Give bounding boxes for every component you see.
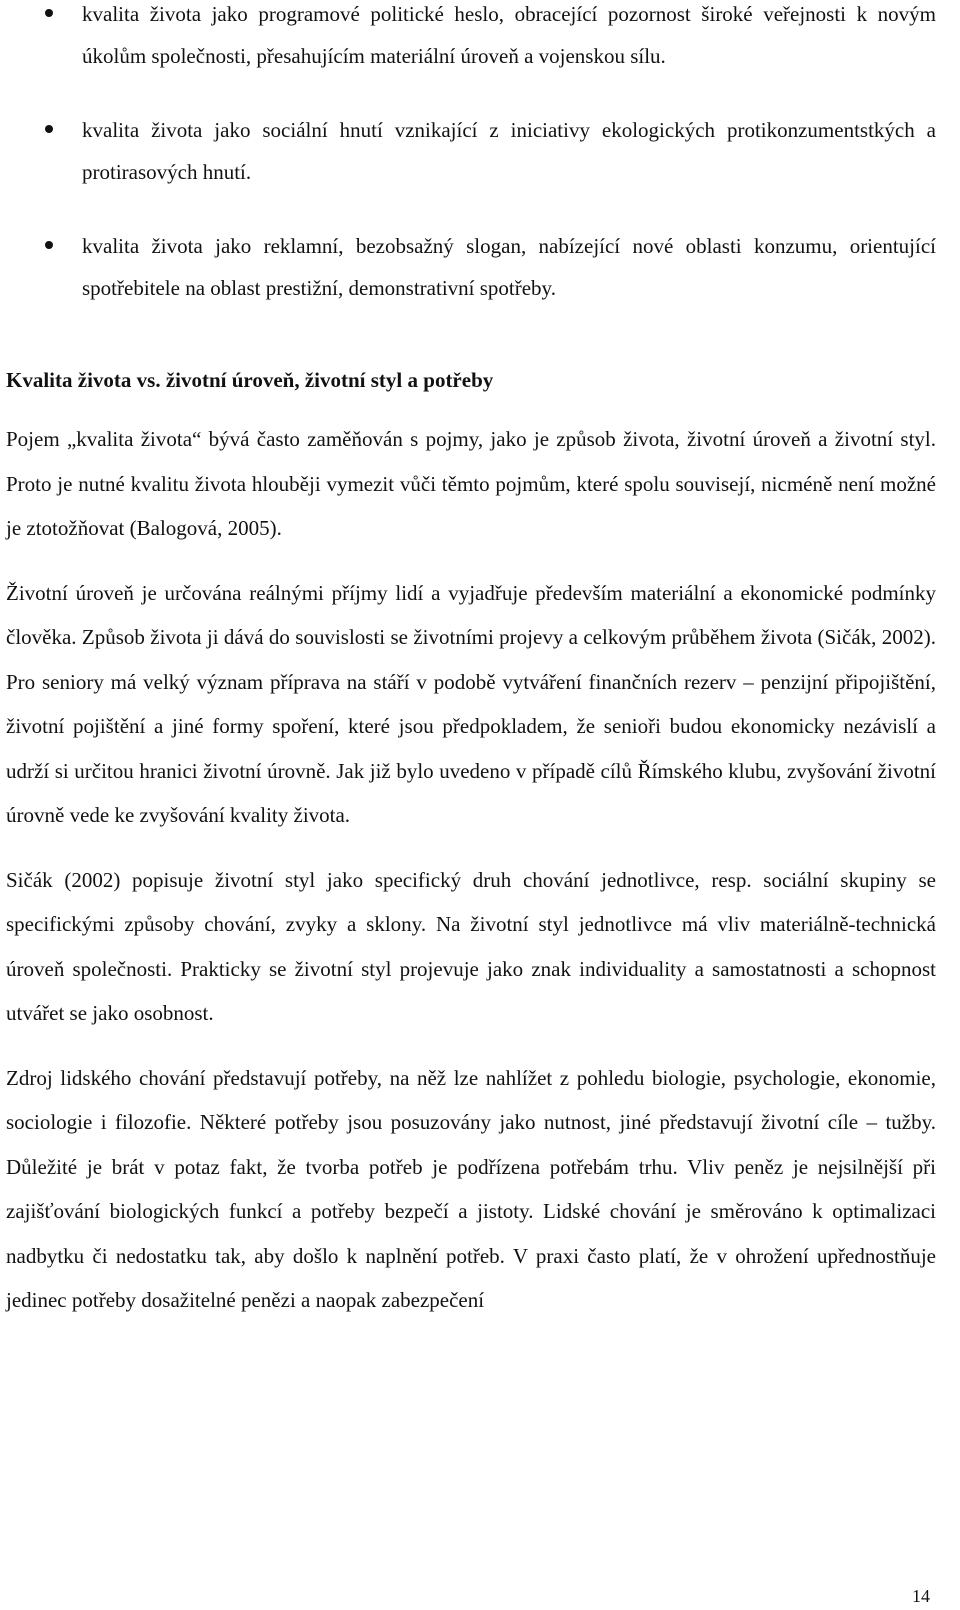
bullet-text: kvalita života jako sociální hnutí vznikající z iniciativy ekologických protikonzumentstkých a protirasových hnutí.	[82, 118, 936, 184]
bullet-text: kvalita života jako reklamní, bezobsažný slogan, nabízející nové oblasti konzumu, orientující spotřebitele na oblast prestižní, demonstrativní spotřeby.	[82, 234, 936, 300]
bullet-text: kvalita života jako programové politické heslo, obracející pozornost široké veřejnosti k novým úkolům společnosti, přesahujícím materiální úroveň a vojenskou sílu.	[82, 2, 936, 68]
bullet-icon	[45, 125, 53, 133]
section-heading: Kvalita života vs. životní úroveň, životní styl a potřeby	[6, 368, 494, 392]
paragraph: Životní úroveň je určována reálnými příjmy lidí a vyjadřuje především materiální a ekonomické podmínky člověka. Způsob života ji dává do souvislosti se životními projevy a celkovým průběhem života (Sičák, 2002). Pro seniory má velký význam příprava na stáří v podobě vytváření finančních rezerv – penzijní připojištění, životní pojištění a jiné formy spoření, které jsou předpokladem, že senioři budou ekonomicky nezávislí a udrží si určitou hranici životní úrovně. Jak již bylo uvedeno v případě cílů Římského klubu, zvyšování životní úrovně vede ke zvyšování kvality života.	[6, 580, 936, 827]
bullet-item	[6, 225, 936, 309]
document-page	[6, 0, 936, 1323]
bullet-item	[6, 109, 936, 193]
bullet-item	[6, 0, 936, 77]
paragraph: Zdroj lidského chování představují potřeby, na něž lze nahlížet z pohledu biologie, psychologie, ekonomie, sociologie i filozofie. Některé potřeby jsou posuzovány jako nutnost, jiné představují životní cíle – tužby. Důležité je brát v potaz fakt, že tvorba potřeb je podřízena potřebám trhu. Vliv peněz je nejsilnější při zajišťování biologických funkcí a potřeby bezpečí a jistoty. Lidské chování je směrováno k optimalizaci nadbytku či nedostatku tak, aby došlo k naplnění potřeb. V praxi často platí, že v ohrožení upřednostňuje jedinec potřeby dosažitelné penězi a naopak zabezpečení	[6, 1065, 936, 1312]
bullet-list	[6, 0, 936, 309]
bullet-icon	[45, 241, 53, 249]
page-number: 14	[912, 1586, 930, 1606]
paragraph: Pojem „kvalita života“ bývá často zaměňován s pojmy, jako je způsob života, životní úroveň a životní styl. Proto je nutné kvalitu života hlouběji vymezit vůči těmto pojmům, které spolu souvisejí, nicméně není možné je ztotožňovat (Balogová, 2005).	[6, 427, 936, 540]
bullet-icon	[45, 9, 53, 17]
paragraph: Sičák (2002) popisuje životní styl jako specifický druh chování jednotlivce, resp. sociální skupiny se specifickými způsoby chování, zvyky a sklony. Na životní styl jednotlivce má vliv materiálně-technická úroveň společnosti. Prakticky se životní styl projevuje jako znak individuality a samostatnosti a schopnost utvářet se jako osobnost.	[6, 867, 936, 1025]
